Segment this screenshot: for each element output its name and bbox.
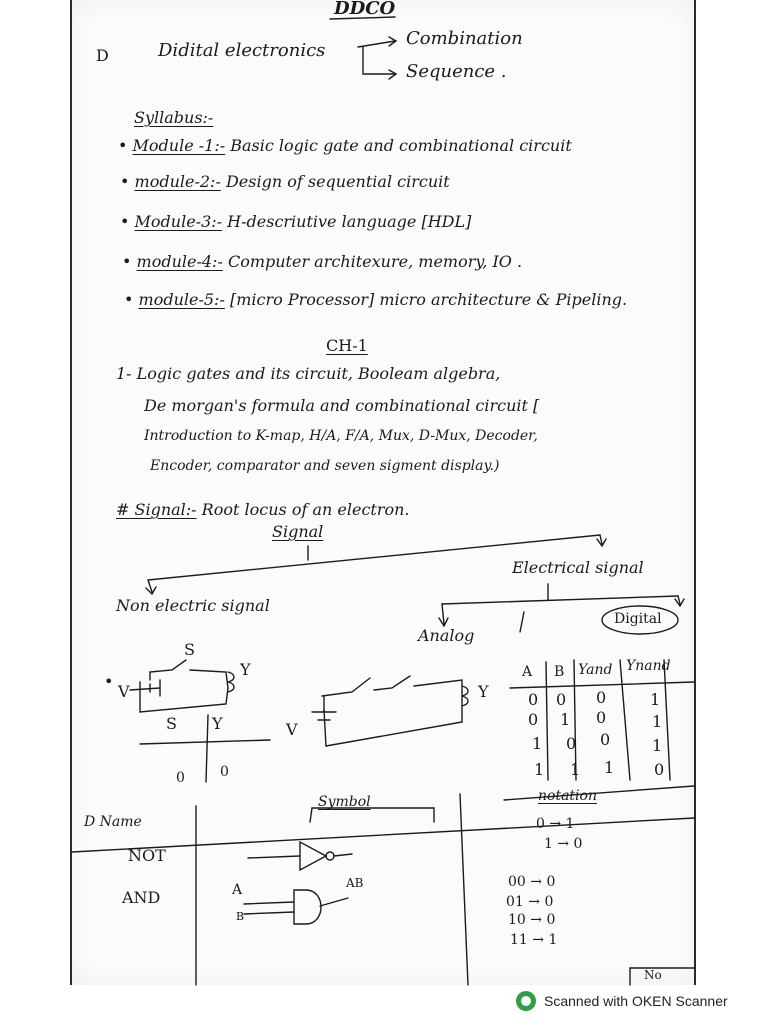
truth-r3-yand: 0	[600, 730, 611, 749]
gate-and-input-b: B	[236, 910, 245, 923]
module-5-text: [micro Processor] micro architecture & Pipeling.	[229, 290, 628, 309]
truth-r1-yand: 0	[596, 688, 607, 707]
truth-header-b: B	[554, 664, 565, 680]
gate-and-output: AB	[346, 876, 364, 890]
module-4-text: Computer architexure, memory, IO .	[227, 252, 523, 271]
truth-header-yand: Yand	[578, 662, 613, 678]
module-2-text: Design of sequential circuit	[225, 172, 450, 191]
chapter-line-1: 1- Logic gates and its circuit, Booleam algebra,	[116, 364, 501, 383]
switch-table-s-value: 0	[176, 770, 185, 786]
scanner-footer	[516, 990, 728, 1012]
truth-r2-yand: 0	[596, 708, 607, 727]
gates-header-notation: notation	[538, 788, 597, 804]
signal-definition-label: # Signal:-	[116, 500, 197, 519]
truth-r1-ynand: 1	[650, 690, 661, 709]
truth-r3-b: 0	[566, 734, 577, 753]
module-4-label: module-4:-	[136, 252, 223, 271]
gate-and-input-a: A	[232, 882, 243, 898]
syllabus-heading: Syllabus:-	[134, 108, 214, 127]
truth-r1-a: 0	[528, 690, 539, 709]
truth-r1-b: 0	[556, 690, 567, 709]
module-5: • module-5:- [micro Processor] micro architecture & Pipeling.	[124, 290, 628, 309]
truth-r4-a: 1	[534, 760, 545, 779]
switch-output-label: Y	[240, 660, 251, 679]
gate-not-name: NOT	[128, 846, 166, 865]
signal-tree-arrows	[146, 535, 684, 634]
gates-header-name: D Name	[84, 814, 142, 830]
switch-table-y-value: 0	[220, 764, 229, 780]
intro-topic: Didital electronics	[158, 40, 326, 61]
module-3: • Module-3:- H-descriutive language [HDL]	[120, 212, 472, 231]
gate-and-notation-2: 01 → 0	[506, 894, 554, 910]
branch-combination: Combination	[406, 28, 523, 49]
and-gate-symbol	[244, 890, 348, 924]
series-switch-circuit	[312, 676, 468, 746]
gate-and-name: AND	[122, 888, 161, 907]
analog-signal: Analog	[418, 626, 475, 645]
gates-table-lines	[72, 786, 694, 985]
series-output-label: Y	[478, 682, 489, 701]
truth-r3-a: 1	[532, 734, 543, 753]
module-4: • module-4:- Computer architexure, memory, IO .	[122, 252, 523, 271]
chapter-line-2: De morgan's formula and combinational circuit [	[144, 396, 540, 415]
non-electric-signal: Non electric signal	[116, 596, 270, 615]
bullet-marker: D	[96, 46, 109, 65]
page-tag-box	[630, 968, 694, 985]
gate-not-notation-2: 1 → 0	[544, 836, 583, 852]
signal-definition	[116, 500, 410, 519]
module-2-label: module-2:-	[134, 172, 221, 191]
switch-label: S	[184, 640, 195, 659]
truth-header-a: A	[522, 664, 533, 680]
digital-signal: Digital	[614, 611, 662, 627]
bullet-dot: •	[104, 672, 114, 691]
series-source-label: V	[286, 720, 298, 739]
truth-r4-yand: 1	[604, 758, 615, 777]
module-3-label: Module-3:-	[134, 212, 223, 231]
switch-source-label: V	[118, 682, 130, 701]
scanner-brand-text: Scanned with OKEN Scanner	[544, 993, 728, 1009]
gate-and-notation-3: 10 → 0	[508, 912, 556, 928]
module-1-label: Module -1:-	[132, 136, 226, 155]
page-tag: No	[644, 968, 662, 982]
truth-r2-ynand: 1	[652, 712, 663, 731]
truth-header-ynand: Ynand	[626, 658, 671, 674]
signal-definition-text: Root locus of an electron.	[201, 500, 410, 519]
electrical-signal: Electrical signal	[512, 558, 644, 577]
module-1-text: Basic logic gate and combinational circuit	[230, 136, 572, 155]
gate-and-notation-4: 11 → 1	[510, 932, 558, 948]
truth-r4-b: 1	[570, 760, 581, 779]
module-3-text: H-descriutive language [HDL]	[227, 212, 472, 231]
signal-tree-root: Signal	[272, 522, 324, 541]
module-1: • Module -1:- Basic logic gate and combinational circuit	[118, 136, 572, 155]
switch-table-header-y: Y	[212, 714, 223, 733]
switch-table-header-s: S	[166, 714, 177, 733]
module-2: • module-2:- Design of sequential circuit	[120, 172, 450, 191]
chapter-heading: CH-1	[326, 336, 368, 355]
gate-and-notation-1: 00 → 0	[508, 874, 556, 890]
chapter-line-3: Introduction to K-map, H/A, F/A, Mux, D-Mux, Decoder,	[144, 428, 538, 444]
truth-r4-ynand: 0	[654, 760, 665, 779]
scanner-logo-icon	[516, 991, 536, 1011]
gate-not-notation-1: 0 → 1	[536, 816, 575, 832]
page-title: DDCO	[334, 0, 396, 19]
truth-r2-b: 1	[560, 710, 571, 729]
gates-header-symbol: Symbol	[318, 794, 371, 810]
not-gate-symbol	[248, 842, 352, 870]
truth-r2-a: 0	[528, 710, 539, 729]
intro-branch-arrows	[358, 37, 396, 79]
chapter-line-4: Encoder, comparator and seven sigment display.)	[150, 458, 500, 474]
truth-r3-ynand: 1	[652, 736, 663, 755]
branch-sequence: Sequence .	[406, 61, 507, 82]
module-5-label: module-5:-	[138, 290, 225, 309]
